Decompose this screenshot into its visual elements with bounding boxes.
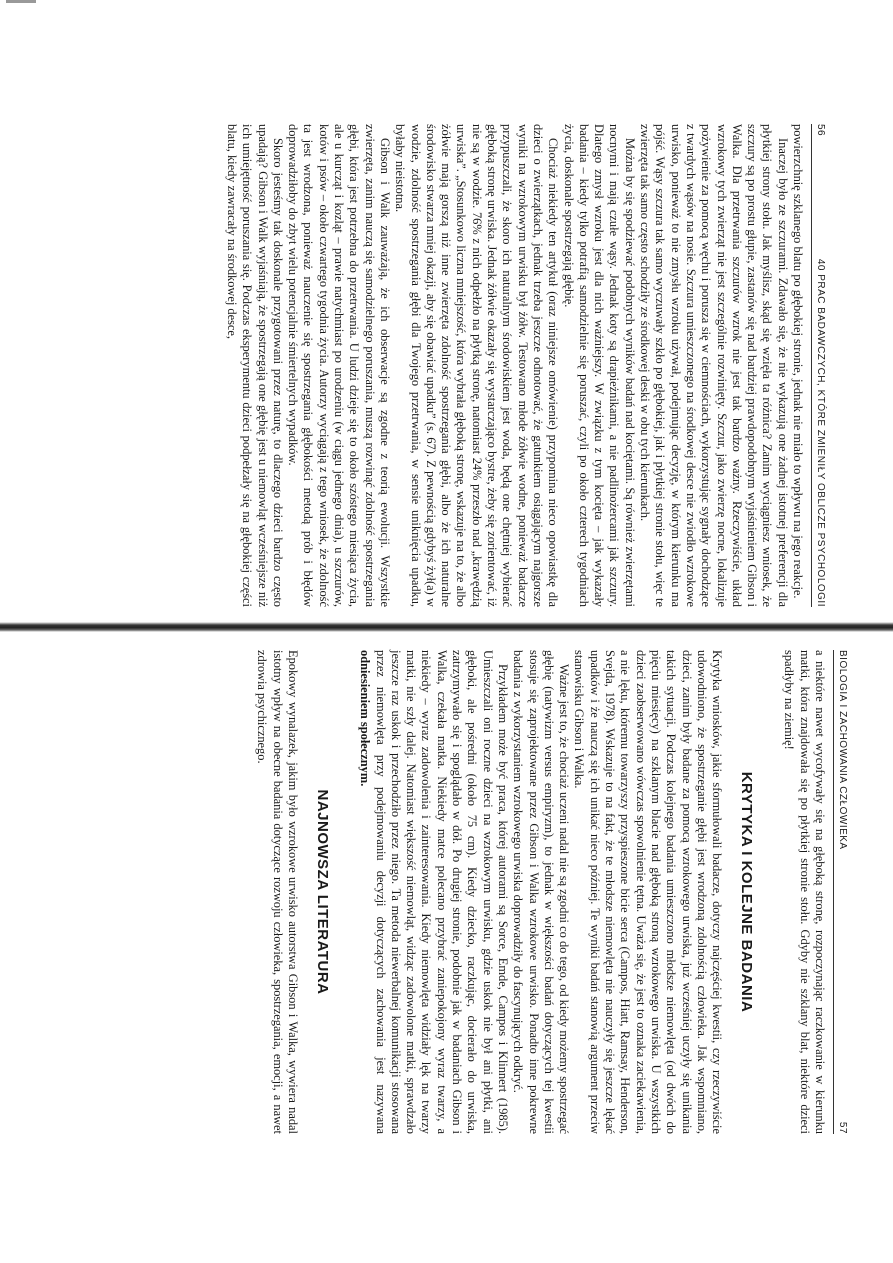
running-head-56 — [811, 124, 826, 607]
page-56-content — [8, 112, 840, 617]
paragraph: powierzchnię szklanego blatu po głębokiej stronie, jednak nie miało to wpływu na jego reakcje. — [791, 124, 805, 599]
paragraph — [357, 650, 510, 1134]
page-spread-divider — [0, 622, 893, 632]
page-57-content — [8, 636, 858, 1146]
paragraph: Gibson i Walk zauważają, że ich obserwacje są zgodne z teorią ewolucji. Wszystkie zwierzęta, zanim nauczą się samodzielnego poruszania, muszą rozwinąć zdolność spostrzegania głębi, która jest potrzebna do przetrwania. U ludzi dzieje się to około szóstego miesiąca życia, ale u kurcząt i kozląt – prawie natychmiast po urodzeniu (w ciągu jednego dnia), u szczurów, kotów i psów – około czwartego tygodnia życia. Autorzy wyciągają z tego wniosek, że zdolność ta jest wrodzona, ponieważ nauczenie się spostrzegania głębokości metodą prób i błędów doprowadziłoby do zbyt wielu potencjalnie śmiertelnych wypadków. — [286, 124, 392, 607]
book-page-56 — [8, 112, 840, 617]
book-page-57 — [8, 636, 858, 1146]
page-56-body — [224, 124, 805, 607]
page-number: 57 — [837, 1121, 848, 1134]
running-head-title: 40 PRAC BADAWCZYCH, KTÓRE ZMIENIŁY OBLICZE PSYCHOLOGII — [815, 258, 826, 607]
paragraph: Można by się spodziewać podobnych wyników badań nad kociętami. Są również zwierzętami nocnymi i mają czułe wąsy. Jednak koty są drapieżnikami, a nie padlinożercami jak szczury. Dlatego zmysł wzroku jest dla nich ważniejszy. W związku z tym kocięta – jak wykazały badania – kiedy tylko potrafią samodzielnie się poruszać, czyli po około czterech tygodniach życia, doskonale spostrzegają głębię. — [561, 124, 637, 607]
bold-term: odniesieniem społecznym. — [358, 650, 373, 787]
running-head-57 — [833, 650, 848, 1134]
paragraph: a niektóre nawet wycofywały się na głęboką stronę, rozpoczynając raczkowanie w kierunku matki, która znajdowała się po płytkiej stronie stołu. Gdyby nie szklany blat, niektóre dzieci spadłyby na ziemię! — [782, 650, 827, 1134]
page-number: 56 — [815, 124, 826, 137]
paragraph-text: Przykładem może być praca, której autorami są Sorce, Emde, Campos i Klinnert (1985). Umieszczali oni roczne dzieci na wzrokowym urwisku, gdzie uskok nie był ani płytki, ani głęboki, ale pośredni (około 75 cm). Kiedy dziecko, raczkując, docierało do urwiska, zatrzymywało się i spoglądało w dół. Po drugiej stronie, podobnie jak w badaniach Gibson i Walka, czekała matka. Niekiedy matce polecano przybrać zaniepokojony wyraz twarzy, a niekiedy – wyraz zadowolenia i zainteresowania. Kiedy niemowlęta widziały lęk na twarzy matki, nie szły dalej. Natomiast większość niemowląt, widząc zadowolone matki, sprawdzało jeszcze raz uskok i przechodziło przez niego. Ta metoda niewerbalnej komunikacji stosowana przez niemowlęta przy podejmowaniu decyzji dotyczących zachowania jest nazywana — [373, 650, 510, 1134]
paragraph: Chociaż niekiedy ten artykuł (oraz niniejsze omówienie) przypomina nieco opowiastkę dla dzieci o zwierzątkach, jednak trzeba jeszcze odnotować, że gatunkiem osiągającym najgorsze wyniki na wzrokowym urwisku był żółw. Testowano młode żółwie wodne, ponieważ badacze przypuszczali, że skoro ich naturalnym środowiskiem jest woda, będą one chętniej wybierać głęboką stronę urwiska. Jednak żółwie okazały się wystarczająco bystre, żeby się zorientować, iż nie są w wodzie. 76% z nich odpełzło na płytką stronę, natomiast 24% przeszło nad „krawędzią urwiska”. „Stosunkowo liczna mniejszość, która wybrała głęboką stronę, wskazuje na to, że albo żółwie mają gorszą niż inne zwierzęta zdolność spostrzegania głębi, albo że ich naturalne środowisko stwarza mniej okazji, aby się obawiać upadku” (s. 67). Z pewnością gdybyś żył(a) w wodzie, zdolność spostrzegania głębi dla Twojego przetrwania, w sensie uniknięcia upadku, byłaby nieistotna. — [393, 124, 561, 607]
page-57-body — [254, 650, 827, 1134]
paragraph: Inaczej było ze szczurami. Zdawało się, że nie wykazują one żadnej istotnej preferencji dla płytkiej strony stołu. Jak myślisz, skąd się wzięła ta różnica? Zanim wyciągniesz wniosek, że szczury są po prostu głupie, zastanów się nad bardziej prawdopodobnym wyjaśnieniem Gibson i Walka. Dla przetrwania szczurów wzrok nie jest tak bardzo ważny. Rzeczywiście, układ wzrokowy tych zwierząt nie jest szczególnie rozwinięty. Szczur, jako zwierzę nocne, lokalizuje pożywienie za pomocą węchu i porusza się w ciemnościach, wykorzystując sygnały dochodzące z twardych wąsów na nosie. Szczura umieszczonego na środkowej desce nie zwiodło wzrokowe urwisko, ponieważ to nie zmysłu wzroku używał, podejmując decyzję, w którym kierunku ma pójść. Wąsy szczura tak samo wyczuwały szkło po głębokiej, jak i płytkiej stronie stołu, więc te zwierzęta tak samo często schodziły ze środkowej deski w obu tych kierunkach. — [638, 124, 790, 607]
section-heading: KRYTYKA I KOLEJNE BADANIA — [738, 771, 756, 1013]
paragraph: Epokowy wynalazek, jakim było wzrokowe urwisko autorstwa Gibson i Walka, wywiera nadal istotny wpływ na obecne badania dotyczące rozwoju człowieka, spostrzegania, emocji, a nawet zdrowia psychicznego. — [255, 650, 300, 1134]
section-heading: NAJNOWSZA LITERATURA — [313, 789, 331, 995]
paragraph: Krytyka wniosków, jakie sformułowali badacze, dotyczy najczęściej kwestii, czy rzeczywiście udowodniono, że spostrzeganie głębi jest wrodzoną zdolnością człowieka. Jak wspomniano, dzieci, zanim były badane za pomocą wzrokowego urwiska, już wcześniej uczyły się unikania takich sytuacji. Podczas kolejnego badania umieszczono młodsze niemowlęta (od dwóch do pięciu miesięcy) na szklanym blacie nad głęboką stroną wzrokowego urwiska. U wszystkich dzieci zaobserwowano wówczas spowolnienie tętna. Uważa się, że jest to oznaka zaciekawienia, a nie lęku, któremu towarzyszy przyspieszone bicie serca (Campos, Hiatt, Ramsay, Henderson, Svejda, 1978). Wskazuje to na fakt, że te młodsze niemowlęta nie nauczyły się jeszcze lękać upadków i że nauczą się ich unikać nieco później. Te wyniki badań stanowią argument przeciw stanowisku Gibson i Walka. — [572, 650, 725, 1134]
paragraph: Ważne jest to, że chociaż uczeni nadal nie są zgodni co do tego, od kiedy możemy spostrzegać głębię (natywizm versus empiryzm), to jednak w większości badań dotyczących tej kwestii stosuje się zaprojektowane przez Gibson i Walka wzrokowe urwisko. Ponadto inne pokrewne badania z wykorzystaniem wzrokowego urwiska doprowadziły do fascynujących odkryć. — [511, 650, 572, 1134]
paragraph: Skoro jesteśmy tak doskonale przygotowani przez naturę, to dlaczego dzieci bardzo często upadają? Gibson i Walk wyjaśniają, że spostrzegają one głębię jest u niemowląt wcześniejsze niż ich umiejętność poruszania się. Podczas eksperymentu dzieci podpełzały się na głębokiej części blatu, kiedy zawracały na środkowej desce, — [225, 124, 285, 607]
running-head-title: BIOLOGIA I ZACHOWANIA CZŁOWIEKA — [837, 650, 848, 850]
scan-edge-mark — [6, 0, 36, 3]
